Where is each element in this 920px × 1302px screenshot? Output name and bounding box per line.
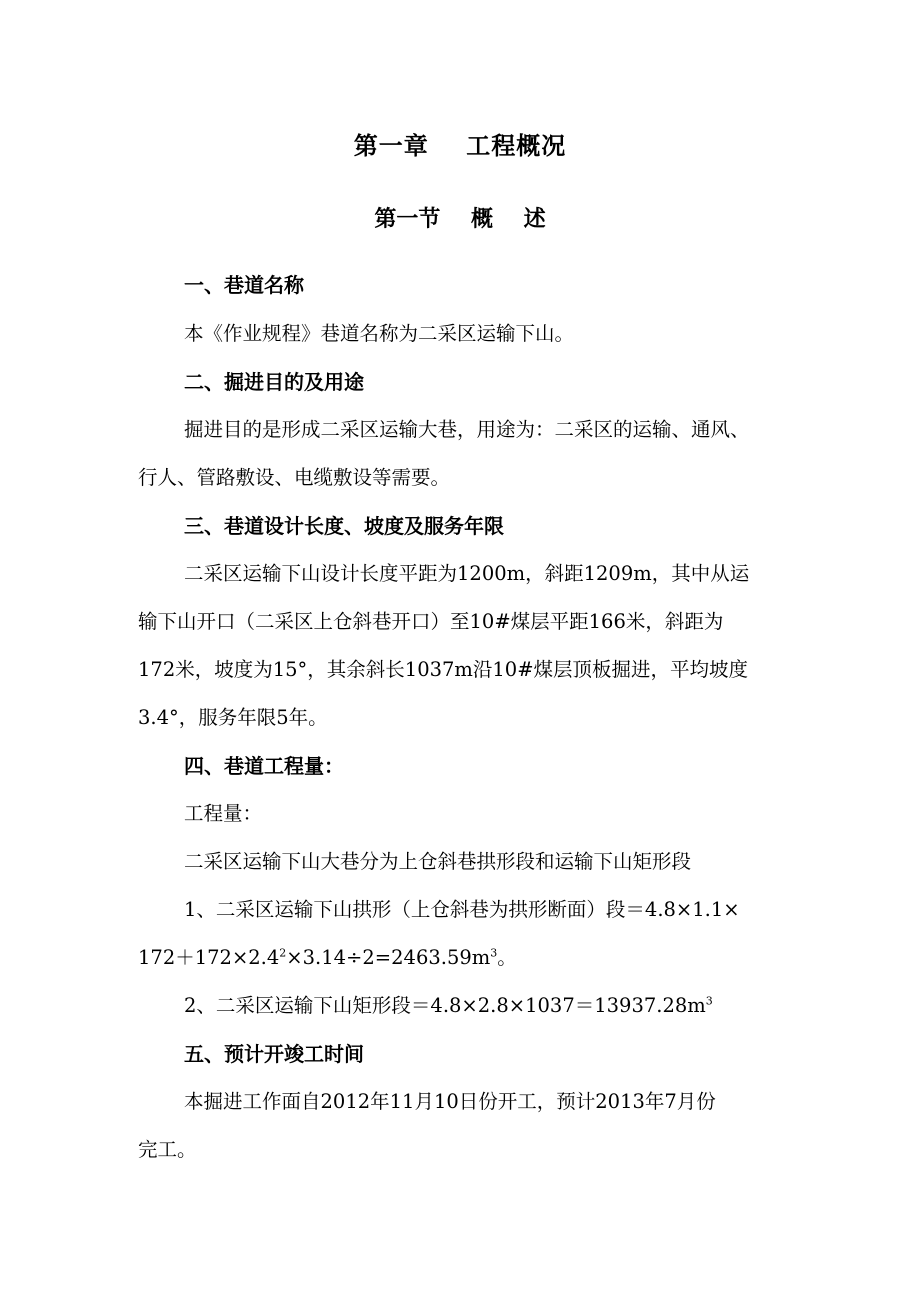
paragraph-line: 二采区运输下山设计长度平距为1200m，斜距1209m，其中从运 xyxy=(184,562,750,585)
heading-schedule: 五、预计开竣工时间 xyxy=(184,1042,364,1066)
paragraph-line: 3.4°，服务年限5年。 xyxy=(138,706,328,729)
formula-text: ×3.14÷2=2463.59m xyxy=(286,946,491,969)
chapter-title: 第一章 工程概况 xyxy=(353,131,567,160)
formula-line xyxy=(184,990,713,1018)
heading-design-length: 三、巷道设计长度、坡度及服务年限 xyxy=(184,514,504,538)
heading-purpose: 二、掘进目的及用途 xyxy=(184,370,364,394)
formula-text: 2、二采区运输下山矩形段＝4.8×2.8×1037＝13937.28m xyxy=(184,994,706,1017)
paragraph-line: 172米，坡度为15°，其余斜长1037m沿10#煤层顶板掘进，平均坡度 xyxy=(138,658,749,681)
paragraph-line: 本《作业规程》巷道名称为二采区运输下山。 xyxy=(184,322,575,345)
superscript: 2 xyxy=(279,946,287,960)
formula-text: 。 xyxy=(497,946,517,969)
section-title: 第一节 概 述 xyxy=(374,206,546,232)
paragraph-line: 行人、管路敷设、电缆敷设等需要。 xyxy=(138,466,451,489)
superscript: 3 xyxy=(490,946,498,960)
paragraph-line: 完工。 xyxy=(138,1138,197,1161)
formula-text: 172＋172×2.4 xyxy=(138,946,280,969)
paragraph-line: 掘进目的是形成二采区运输大巷，用途为：二采区的运输、通风、 xyxy=(184,418,750,441)
paragraph-line: 本掘进工作面自2012年11月10日份开工，预计2013年7月份 xyxy=(184,1090,716,1113)
superscript: 3 xyxy=(705,994,713,1008)
paragraph-line: 输下山开口（二采区上仓斜巷开口）至10#煤层平距166米，斜距为 xyxy=(138,610,724,633)
paragraph-line: 二采区运输下山大巷分为上仓斜巷拱形段和运输下山矩形段 xyxy=(184,850,692,873)
heading-work-quantity: 四、巷道工程量： xyxy=(184,754,344,778)
paragraph-line: 工程量： xyxy=(184,802,263,825)
heading-roadway-name: 一、巷道名称 xyxy=(184,273,304,297)
formula-line xyxy=(138,942,517,970)
paragraph-line: 1、二采区运输下山拱形（上仓斜巷为拱形断面）段＝4.8×1.1× xyxy=(184,898,740,921)
